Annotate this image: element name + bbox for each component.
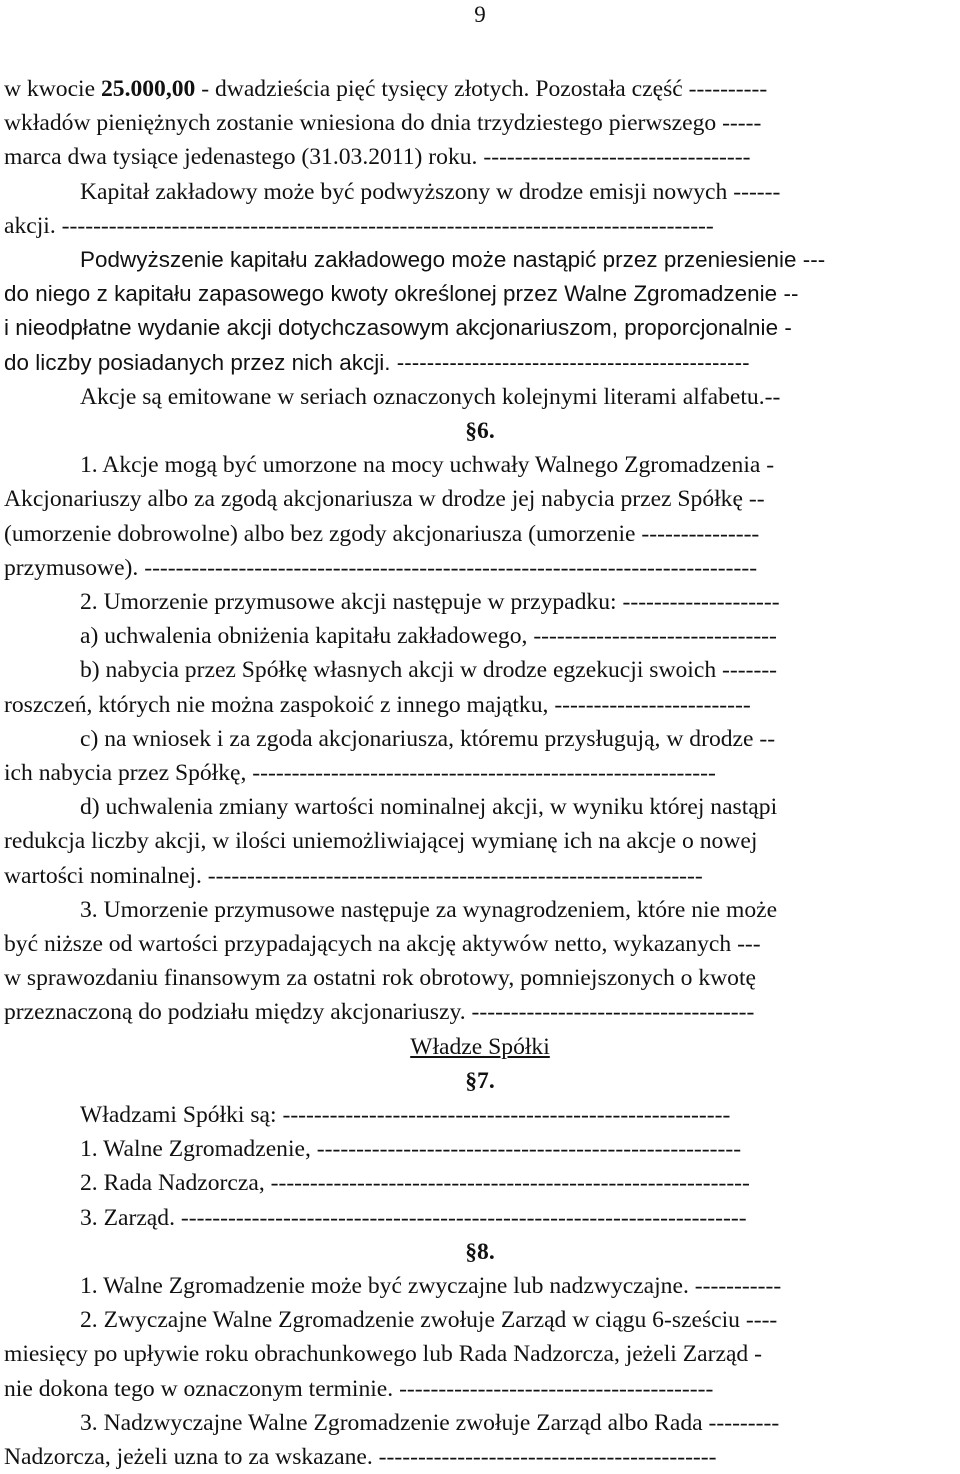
section-title-underlined: Władze Spółki (410, 1034, 550, 1060)
text-line: wkładów pieniężnych zostanie wniesiona do dnia trzydziestego pierwszego ----- (4, 110, 762, 136)
text-line: być niższe od wartości przypadających na akcję aktywów netto, wykazanych --- (4, 931, 761, 957)
text-line: (umorzenie dobrowolne) albo bez zgody akcjonariusza (umorzenie --------------- (4, 521, 760, 547)
text-line: 3. Umorzenie przymusowe następuje za wynagrodzeniem, które nie może (80, 897, 778, 923)
text-line: w kwocie 25.000,00 - dwadzieścia pięć tysięcy złotych. Pozostała część ---------- (4, 76, 768, 102)
text-line: 3. Nadzwyczajne Walne Zgromadzenie zwołuje Zarząd albo Rada --------- (80, 1410, 780, 1436)
section-heading: §6. (465, 418, 495, 444)
text-line: Kapitał zakładowy może być podwyższony w drodze emisji nowych ------ (80, 179, 781, 205)
section-heading: §7. (465, 1068, 495, 1094)
text-line: akcji. ----------------------------------------------------------------------------------- (4, 213, 714, 239)
text-line: ich nabycia przez Spółkę, ----------------------------------------------------------- (4, 760, 716, 786)
text-line: roszczeń, których nie można zaspokoić z innego majątku, ------------------------- (4, 692, 751, 718)
text-line: do niego z kapitału zapasowego kwoty określonej przez Walne Zgromadzenie -- (4, 281, 799, 306)
text-line: Akcjonariuszy albo za zgodą akcjonariusza w drodze jej nabycia przez Spółkę -- (4, 486, 765, 512)
text-line: przymusowe). ------------------------------------------------------------------------------ (4, 555, 758, 581)
text-line: w sprawozdaniu finansowym za ostatni rok obrotowy, pomniejszonych o kwotę (4, 965, 757, 991)
text-line: do liczby posiadanych przez nich akcji. ----------------------------------------------- (4, 350, 750, 375)
text-line: przeznaczoną do podziału między akcjonariuszy. ------------------------------------ (4, 999, 755, 1025)
text-line: Podwyższenie kapitału zakładowego może nastąpić przez przeniesienie --- (80, 247, 826, 272)
text-line: Władzami Spółki są: --------------------------------------------------------- (80, 1102, 731, 1128)
text-line: 1. Walne Zgromadzenie może być zwyczajne lub nadzwyczajne. ----------- (80, 1273, 782, 1299)
text-line: 2. Rada Nadzorcza, ------------------------------------------------------------- (80, 1170, 750, 1196)
text-line: 1. Walne Zgromadzenie, ------------------------------------------------------ (80, 1136, 742, 1162)
text-line: marca dwa tysiące jedenastego (31.03.2011) roku. ---------------------------------- (4, 144, 751, 170)
text-line: b) nabycia przez Spółkę własnych akcji w drodze egzekucji swoich ------- (80, 657, 778, 683)
text-line: redukcja liczby akcji, w ilości uniemożliwiającej wymianę ich na akcje o nowej (4, 828, 758, 854)
page-number: 9 (474, 2, 486, 27)
text-line: miesięcy po upływie roku obrachunkowego lub Rada Nadzorcza, jeżeli Zarząd - (4, 1341, 762, 1367)
amount-bold: 25.000,00 (100, 76, 196, 102)
text-line: nie dokona tego w oznaczonym terminie. ---------------------------------------- (4, 1376, 714, 1402)
text-line: d) uchwalenia zmiany wartości nominalnej akcji, w wyniku której nastąpi (80, 794, 778, 820)
text-line: 2. Zwyczajne Walne Zgromadzenie zwołuje Zarząd w ciągu 6-sześciu ---- (80, 1307, 778, 1333)
text-line: c) na wniosek i za zgoda akcjonariusza, któremu przysługują, w drodze -- (80, 726, 776, 752)
section-heading: §8. (465, 1239, 495, 1265)
text-line: a) uchwalenia obniżenia kapitału zakładowego, ------------------------------- (80, 623, 777, 649)
text-line: wartości nominalnej. --------------------------------------------------------------- (4, 863, 703, 889)
text-line: 1. Akcje mogą być umorzone na mocy uchwały Walnego Zgromadzenia - (80, 452, 775, 478)
text-line: 2. Umorzenie przymusowe akcji następuje w przypadku: -------------------- (80, 589, 780, 615)
text-line: 3. Zarząd. ------------------------------------------------------------------------ (80, 1205, 747, 1231)
text-line: Akcje są emitowane w seriach oznaczonych kolejnymi literami alfabetu.-- (80, 384, 781, 410)
text-line: i nieodpłatne wydanie akcji dotychczasowym akcjonariuszom, proporcjonalnie - (4, 315, 792, 340)
text-line: Nadzorcza, jeżeli uzna to za wskazane. ------------------------------------------- (4, 1444, 717, 1470)
